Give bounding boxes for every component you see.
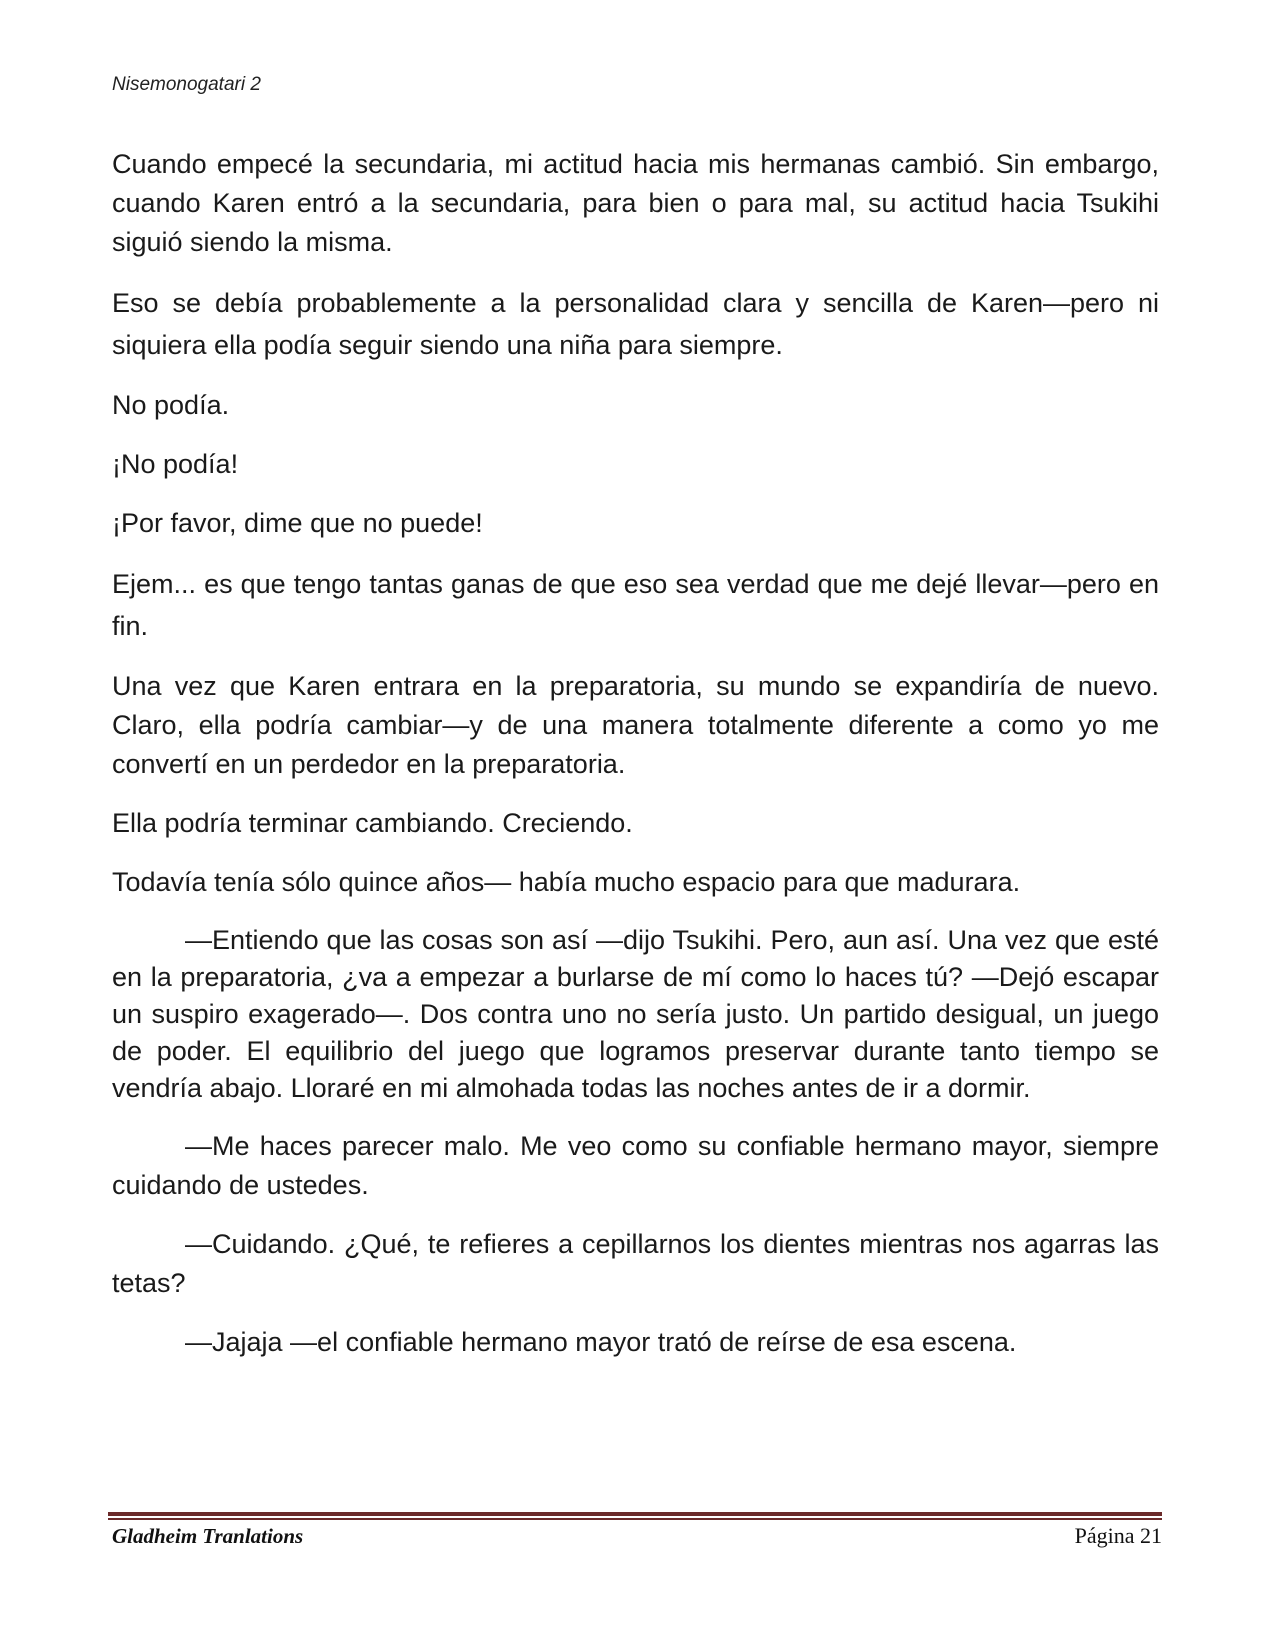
dialogue-paragraph: —Cuidando. ¿Qué, te refieres a cepillarnos los dientes mientras nos agarras las tetas? <box>112 1229 1159 1298</box>
paragraph: Cuando empecé la secundaria, mi actitud hacia mis hermanas cambió. Sin embargo, cuando Karen entró a la secundaria, para bien o para mal, su actitud hacia Tsukihi siguió siendo la misma. <box>112 149 1159 257</box>
paragraph: No podía. <box>112 390 230 420</box>
footer-divider-thin <box>108 1518 1162 1520</box>
paragraph: Todavía tenía sólo quince años— había mucho espacio para que madurara. <box>112 867 1021 897</box>
dialogue-paragraph: —Entiendo que las cosas son así —dijo Tsukihi. Pero, aun así. Una vez que esté en la preparatoria, ¿va a empezar a burlarse de mí como lo haces tú? —Dejó escapar un suspiro exagerado—. Dos contra uno no sería justo. Un partido desigual, un juego de poder. El equilibrio del juego que logramos preservar durante tanto tiempo se vendría abajo. Lloraré en mi almohada todas las noches antes de ir a dormir. <box>112 925 1159 1103</box>
running-header: Nisemonogatari 2 <box>112 74 261 95</box>
paragraph: Una vez que Karen entrara en la preparatoria, su mundo se expandiría de nuevo. Claro, ella podría cambiar—y de una manera totalmente diferente a como yo me convertí en un perdedor en la preparatoria. <box>112 671 1159 779</box>
dialogue-paragraph: —Me haces parecer malo. Me veo como su confiable hermano mayor, siempre cuidando de ustedes. <box>112 1131 1159 1200</box>
page-number: Página 21 <box>1074 1523 1162 1548</box>
footer-divider <box>108 1512 1162 1521</box>
paragraph: ¡Por favor, dime que no puede! <box>112 508 483 538</box>
paragraph: Ejem... es que tengo tantas ganas de que eso sea verdad que me dejé llevar—pero en fin. <box>112 569 1159 641</box>
dialogue-paragraph: —Jajaja —el confiable hermano mayor trató de reírse de esa escena. <box>185 1327 1017 1357</box>
body-text <box>112 145 1159 1382</box>
paragraph: Ella podría terminar cambiando. Creciendo. <box>112 808 633 838</box>
paragraph: ¡No podía! <box>112 449 239 479</box>
footer-publisher: Gladheim Tranlations <box>112 1524 304 1548</box>
paragraph: Eso se debía probablemente a la personalidad clara y sencilla de Karen—pero ni siquiera ella podía seguir siendo una niña para siempre. <box>112 288 1159 360</box>
footer-divider-thick <box>108 1512 1162 1516</box>
